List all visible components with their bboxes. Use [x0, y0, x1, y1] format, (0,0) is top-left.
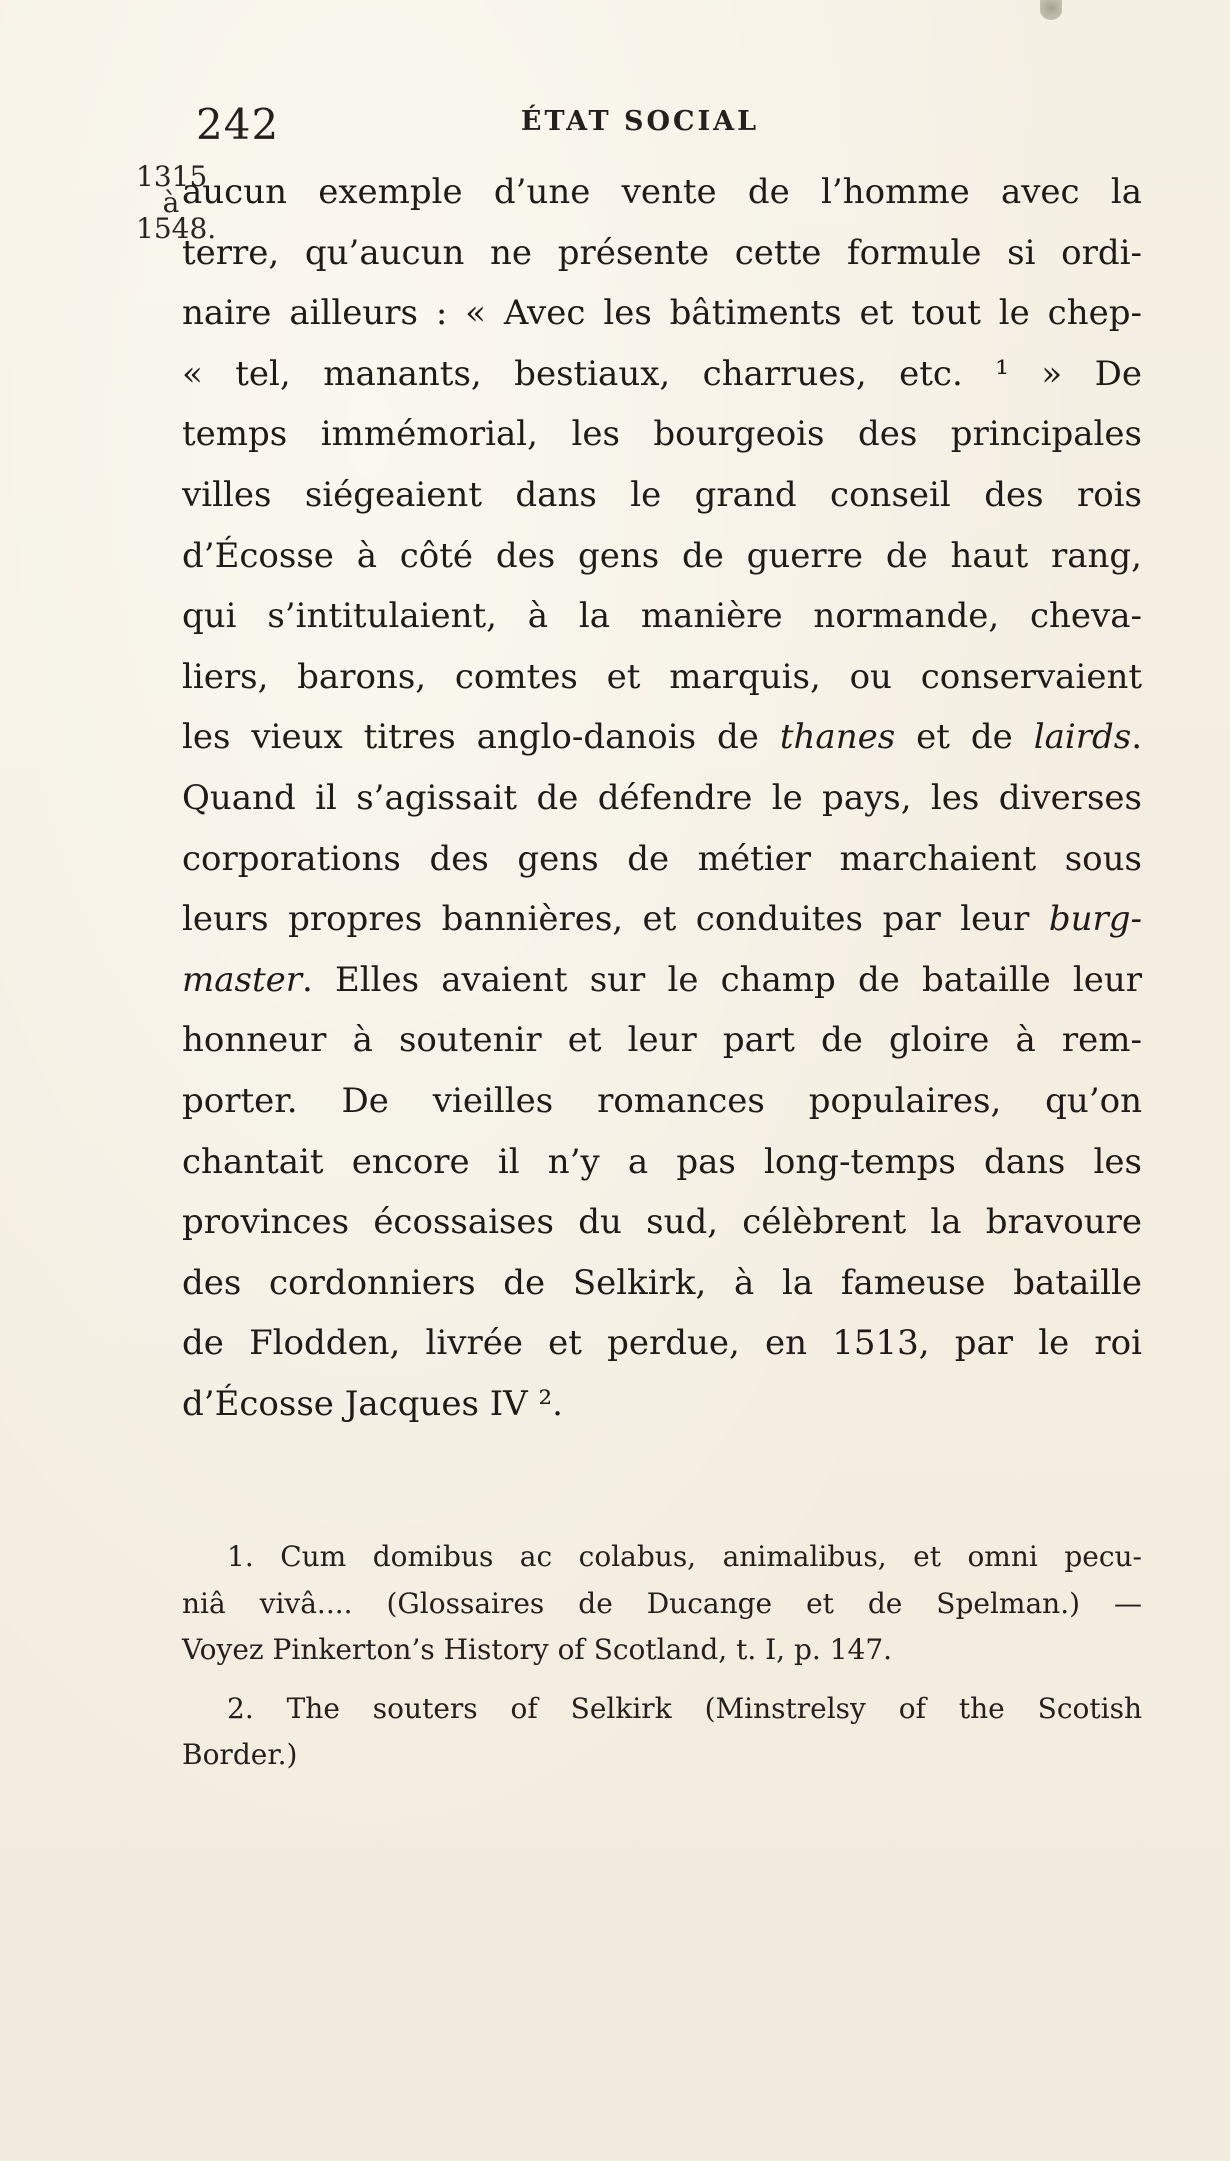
margin-date-start: 1315	[136, 160, 208, 193]
text-line: liers, barons, comtes et marquis, ou conservaient	[182, 656, 1142, 697]
text-line: terre, qu’aucun ne présente cette formule si ordi-	[182, 232, 1142, 273]
ink-blot	[1040, 0, 1062, 20]
line-text: et de	[895, 717, 1034, 758]
line-text: . Elles avaient sur le champ de bataille leur	[302, 959, 1142, 1000]
text-line: porter. De vieilles romances populaires, qu’on	[182, 1080, 1142, 1121]
text-line: villes siégeaient dans le grand conseil des rois	[182, 474, 1142, 515]
footnote-1-line: niâ vivâ.... (Glossaires de Ducange et de Spelman.) —	[182, 1586, 1142, 1620]
footnote-2-line: Border.)	[182, 1738, 298, 1771]
text-line: « tel, manants, bestiaux, charrues, etc. ¹ » De	[182, 353, 1142, 394]
footnote-gap	[182, 1674, 1142, 1686]
text-line: d’Écosse à côté des gens de guerre de haut rang,	[182, 535, 1142, 576]
text-line: des cordonniers de Selkirk, à la fameuse bataille	[182, 1262, 1142, 1303]
text-line: provinces écossaises du sud, célèbrent la bravoure	[182, 1202, 1142, 1243]
body-text	[182, 162, 1142, 1434]
page-number: 242	[196, 100, 280, 149]
italic-term-burgmaster: burg-	[1048, 899, 1142, 940]
line-text: .	[1131, 717, 1143, 758]
margin-date-end: 1548.	[136, 212, 217, 245]
page-header	[0, 92, 1230, 152]
running-title: ÉTAT SOCIAL	[520, 106, 760, 137]
margin-date-between: à	[162, 186, 180, 219]
italic-term-burgmaster-end: master	[182, 959, 302, 1000]
text-line-last: d’Écosse Jacques IV ².	[182, 1383, 563, 1424]
text-line: temps immémorial, les bourgeois des principales	[182, 414, 1142, 455]
footnotes	[182, 1534, 1142, 1779]
text-line: qui s’intitulaient, à la manière normande, cheva-	[182, 596, 1142, 637]
line-text: les vieux titres anglo-danois de	[182, 717, 780, 758]
text-line: corporations des gens de métier marchaient sous	[182, 838, 1142, 879]
footnote-1-line: 1. Cum domibus ac colabus, animalibus, et omni pecu-	[227, 1540, 1142, 1573]
text-line: Quand il s’agissait de défendre le pays, les diverses	[182, 777, 1142, 818]
text-line: honneur à soutenir et leur part de gloire à rem-	[182, 1020, 1142, 1061]
line-text: leurs propres bannières, et conduites par leur	[182, 899, 1049, 940]
text-line: aucun exemple d’une vente de l’homme avec la	[182, 172, 1142, 212]
italic-term-lairds: lairds	[1033, 717, 1132, 758]
footnote-2-line: 2. The souters of Selkirk (Minstrelsy of the Scotish	[227, 1691, 1142, 1725]
text-line: de Flodden, livrée et perdue, en 1513, par le roi	[182, 1323, 1142, 1364]
text-line	[182, 950, 1142, 1011]
text-line: naire ailleurs : « Avec les bâtiments et tout le chep-	[182, 293, 1142, 334]
italic-term-thanes: thanes	[779, 717, 896, 758]
text-line	[182, 889, 1142, 950]
text-line: chantait encore il n’y a pas long-temps dans les	[182, 1141, 1142, 1182]
footnote-1-line: Voyez Pinkerton’s History of Scotland, t. I, p. 147.	[182, 1633, 893, 1666]
text-line	[182, 707, 1142, 768]
